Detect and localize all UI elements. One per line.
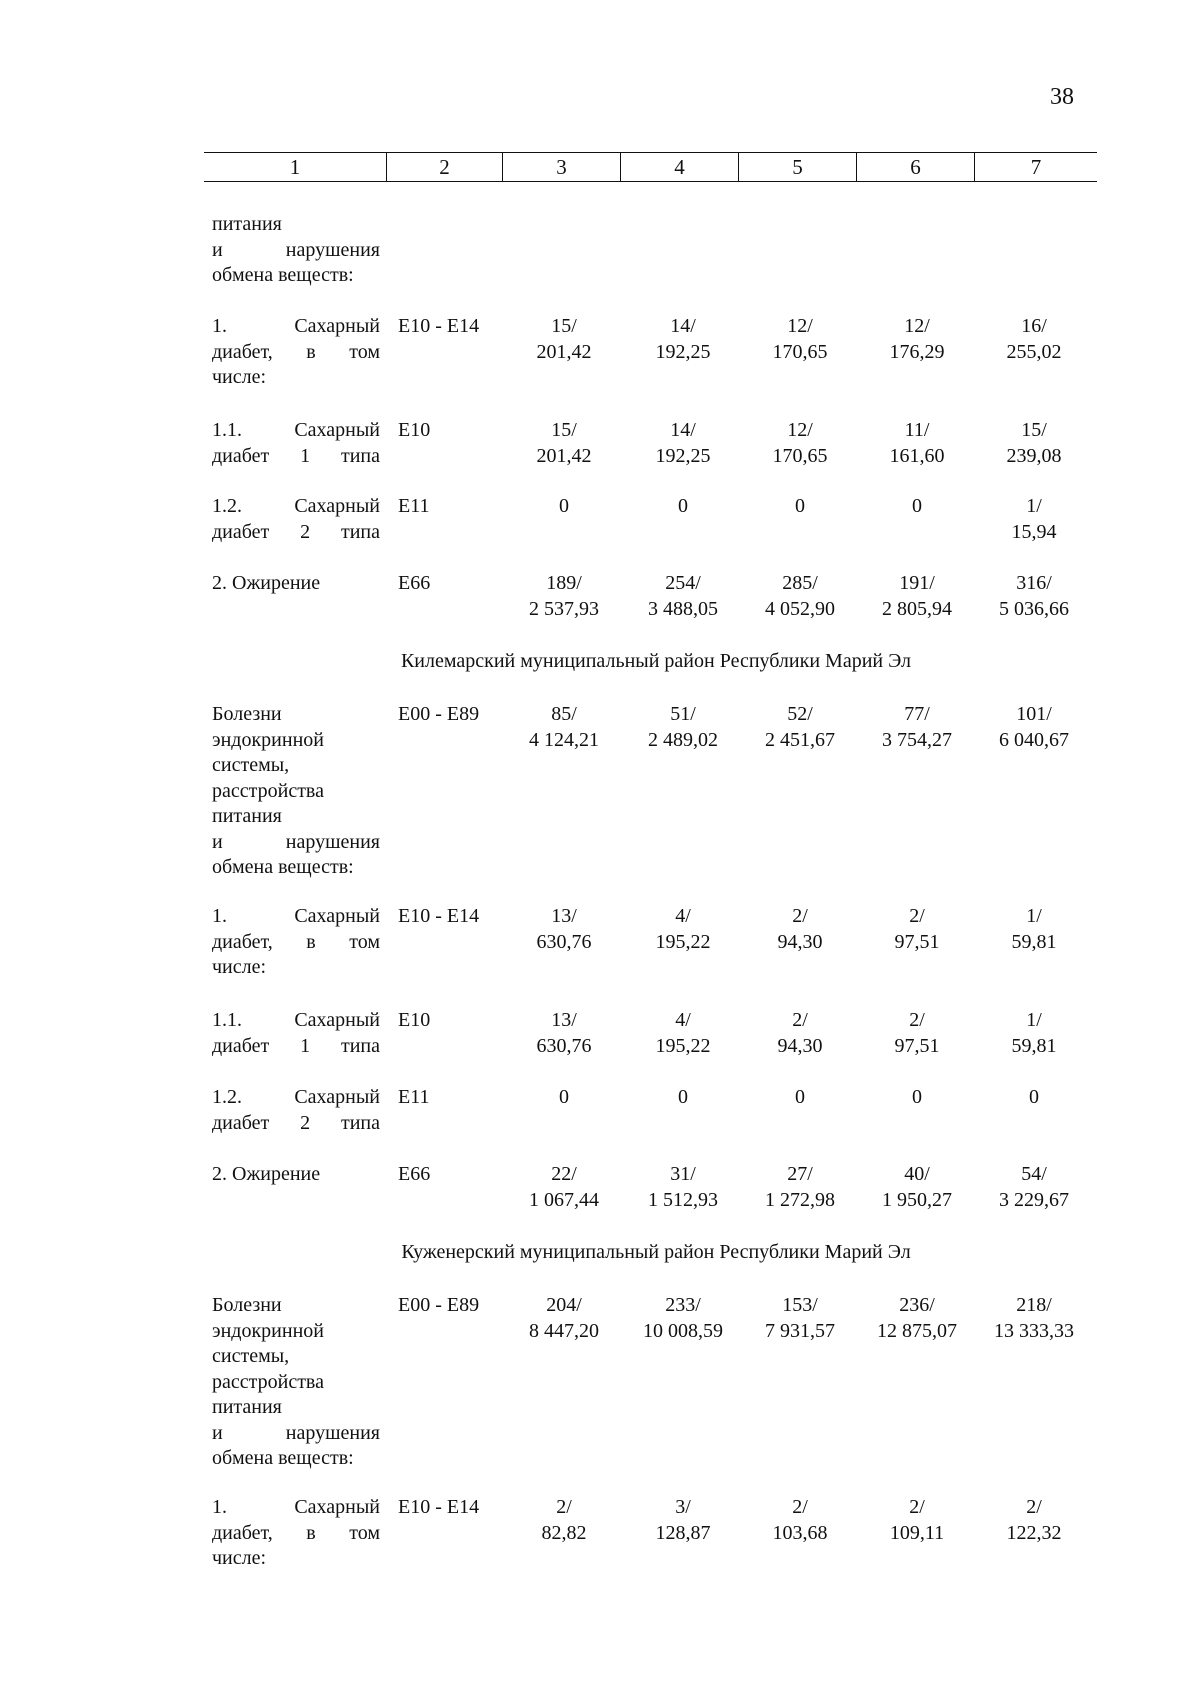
row-label (212, 571, 380, 597)
value-cell (975, 1008, 1093, 1059)
label-line: питания (212, 213, 282, 235)
icd-code: E11 (398, 1086, 430, 1108)
label-line: 1.2. Сахарный (212, 1086, 380, 1108)
label-line: числе: (212, 956, 267, 978)
row-label (212, 1085, 380, 1136)
value-line: 316/ (1016, 572, 1052, 594)
value-line: 189/ (546, 572, 582, 594)
icd-code: E10 (398, 1009, 431, 1031)
value-line: 13/ (551, 905, 577, 927)
value-line: 0 (559, 495, 569, 517)
value-line: 2 805,94 (882, 597, 952, 620)
value-line: 31/ (670, 1163, 696, 1185)
label-line: и нарушения (212, 1421, 380, 1444)
value-line: 4/ (675, 905, 691, 927)
column-header-row (204, 152, 1097, 182)
value-cell (505, 1495, 623, 1546)
value-line: 2 451,67 (765, 728, 835, 751)
value-cell (858, 1008, 976, 1059)
value-line: 2/ (909, 905, 925, 927)
icd-code: E00 - E89 (398, 1294, 480, 1316)
value-line: 15/ (551, 315, 577, 337)
label-line: 1.2. Сахарный (212, 495, 380, 517)
value-cell (741, 1085, 859, 1111)
value-line: 12/ (904, 315, 930, 337)
value-cell (975, 418, 1093, 469)
value-cell (505, 494, 623, 520)
value-cell (741, 571, 859, 622)
value-line: 1 067,44 (529, 1188, 599, 1211)
value-line: 12/ (787, 315, 813, 337)
value-line: 0 (912, 1086, 922, 1108)
value-cell (624, 1293, 742, 1344)
value-line: 16/ (1021, 315, 1047, 337)
row-label (212, 418, 380, 469)
label-line: 1. Сахарный (212, 905, 380, 927)
value-cell (741, 418, 859, 469)
label-line: диабет, в том (212, 340, 380, 363)
icd-code: E66 (398, 1163, 431, 1185)
label-line: расстройства (212, 1370, 324, 1393)
value-line: 1 512,93 (648, 1188, 718, 1211)
value-cell (858, 494, 976, 520)
value-line: 13/ (551, 1009, 577, 1031)
value-line: 192,25 (655, 444, 711, 467)
value-line: 1 272,98 (765, 1188, 835, 1211)
value-cell (624, 904, 742, 955)
value-line: 97,51 (894, 930, 940, 953)
value-line: 12 875,07 (877, 1319, 957, 1342)
value-line: 239,08 (1006, 444, 1062, 467)
label-line: диабет, в том (212, 930, 380, 953)
value-cell (858, 1085, 976, 1111)
label-line: обмена веществ: (212, 1447, 354, 1469)
value-cell (858, 1162, 976, 1213)
icd-code: E10 - E14 (398, 905, 480, 927)
value-line: 27/ (787, 1163, 813, 1185)
value-cell (975, 571, 1093, 622)
value-line: 15/ (551, 419, 577, 441)
label-line: питания (212, 805, 282, 827)
value-line: 128,87 (655, 1521, 711, 1544)
value-cell (624, 1495, 742, 1546)
value-cell (505, 904, 623, 955)
column-header-3: 3 (502, 153, 620, 181)
value-cell (741, 494, 859, 520)
value-line: 0 (678, 495, 688, 517)
row-label (212, 1293, 380, 1472)
value-line: 14/ (670, 419, 696, 441)
label-line: 1.1. Сахарный (212, 1009, 380, 1031)
value-line: 15/ (1021, 419, 1047, 441)
value-cell (858, 571, 976, 622)
value-line: 10 008,59 (643, 1319, 723, 1342)
label-line: диабет 2 типа (212, 1111, 380, 1134)
value-line: 22/ (551, 1163, 577, 1185)
value-cell (975, 1293, 1093, 1344)
value-cell (624, 418, 742, 469)
value-cell (505, 702, 623, 753)
row-label (212, 1162, 380, 1188)
row-label (212, 494, 380, 545)
value-cell (741, 702, 859, 753)
column-header-1: 1 (289, 155, 301, 179)
value-line: 8 447,20 (529, 1319, 599, 1342)
value-line: 191/ (899, 572, 935, 594)
value-cell (624, 1085, 742, 1111)
value-line: 630,76 (536, 930, 592, 953)
value-cell (624, 314, 742, 365)
value-line: 94,30 (777, 930, 823, 953)
value-line: 94,30 (777, 1034, 823, 1057)
value-cell (741, 1162, 859, 1213)
value-line: 218/ (1016, 1294, 1052, 1316)
value-cell (741, 1293, 859, 1344)
value-line: 3/ (675, 1496, 691, 1518)
value-line: 0 (1029, 1086, 1039, 1108)
value-line: 59,81 (1011, 930, 1057, 953)
value-line: 0 (678, 1086, 688, 1108)
value-cell (624, 571, 742, 622)
value-line: 201,42 (536, 340, 592, 363)
value-line: 11/ (904, 419, 930, 441)
row-label (212, 212, 380, 289)
page-number: 38 (1050, 84, 1074, 110)
value-cell (858, 1495, 976, 1546)
column-header-2: 2 (386, 153, 502, 181)
value-line: 15,94 (1011, 520, 1057, 543)
icd-code: E10 (398, 419, 431, 441)
label-line: 1. Сахарный (212, 315, 380, 337)
value-line: 2/ (556, 1496, 572, 1518)
icd-code: E11 (398, 495, 430, 517)
value-line: 2 537,93 (529, 597, 599, 620)
value-line: 85/ (551, 703, 577, 725)
value-line: 1/ (1026, 495, 1042, 517)
district-heading (0, 648, 1200, 674)
value-line: 630,76 (536, 1034, 592, 1057)
value-line: 3 229,67 (999, 1188, 1069, 1211)
value-cell (975, 702, 1093, 753)
label-line: числе: (212, 366, 267, 388)
value-line: 1/ (1026, 1009, 1042, 1031)
value-line: 97,51 (894, 1034, 940, 1057)
label-line: Болезни (212, 703, 282, 725)
label-line: питания (212, 1396, 282, 1418)
value-line: 195,22 (655, 1034, 711, 1057)
icd-code: E10 - E14 (398, 315, 480, 337)
row-label (212, 1495, 380, 1572)
label-line: обмена веществ: (212, 856, 354, 878)
value-line: 3 488,05 (648, 597, 718, 620)
value-line: 0 (559, 1086, 569, 1108)
value-line: 233/ (665, 1294, 701, 1316)
label-line: системы, (212, 754, 290, 776)
value-cell (505, 1008, 623, 1059)
value-line: 254/ (665, 572, 701, 594)
value-cell (975, 1162, 1093, 1213)
value-cell (858, 314, 976, 365)
value-cell (975, 1085, 1093, 1111)
icd-code: E10 - E14 (398, 1496, 480, 1518)
label-line: Болезни (212, 1294, 282, 1316)
label-line: диабет 1 типа (212, 444, 380, 467)
value-line: 2/ (792, 1009, 808, 1031)
value-line: 2/ (792, 1496, 808, 1518)
row-label (212, 314, 380, 391)
value-line: 153/ (782, 1294, 818, 1316)
district-title: Куженерский муниципальный район Республики Марий Эл (401, 1241, 911, 1263)
value-line: 109,11 (889, 1521, 945, 1544)
label-line: 1. Сахарный (212, 1496, 380, 1518)
icd-code: E66 (398, 572, 431, 594)
label-line: диабет, в том (212, 1521, 380, 1544)
value-line: 0 (795, 1086, 805, 1108)
value-cell (975, 494, 1093, 545)
value-cell (858, 702, 976, 753)
column-header-7: 7 (974, 153, 1097, 181)
value-line: 5 036,66 (999, 597, 1069, 620)
value-cell (624, 1008, 742, 1059)
value-cell (858, 1293, 976, 1344)
value-line: 4/ (675, 1009, 691, 1031)
value-line: 0 (795, 495, 805, 517)
value-line: 6 040,67 (999, 728, 1069, 751)
label-line: диабет 1 типа (212, 1034, 380, 1057)
column-header-4: 4 (620, 153, 738, 181)
value-line: 4 124,21 (529, 728, 599, 751)
label-line: эндокринной (212, 728, 324, 751)
value-line: 2/ (909, 1496, 925, 1518)
value-cell (975, 904, 1093, 955)
value-line: 54/ (1021, 1163, 1047, 1185)
value-line: 122,32 (1006, 1521, 1062, 1544)
label-line: числе: (212, 1547, 267, 1569)
value-cell (505, 571, 623, 622)
value-line: 2 489,02 (648, 728, 718, 751)
column-header-5: 5 (738, 153, 856, 181)
value-cell (741, 1495, 859, 1546)
value-cell (505, 1162, 623, 1213)
value-cell (624, 1162, 742, 1213)
district-heading (0, 1239, 1200, 1265)
value-cell (975, 1495, 1093, 1546)
value-line: 3 754,27 (882, 728, 952, 751)
value-line: 4 052,90 (765, 597, 835, 620)
value-line: 82,82 (541, 1521, 587, 1544)
value-line: 40/ (904, 1163, 930, 1185)
icd-code: E00 - E89 (398, 703, 480, 725)
value-line: 2/ (1026, 1496, 1042, 1518)
value-line: 255,02 (1006, 340, 1062, 363)
value-line: 195,22 (655, 930, 711, 953)
value-line: 14/ (670, 315, 696, 337)
value-line: 0 (912, 495, 922, 517)
label-line: расстройства (212, 779, 324, 802)
value-cell (858, 418, 976, 469)
label-line: 2. Ожирение (212, 572, 321, 594)
value-line: 1/ (1026, 905, 1042, 927)
value-cell (741, 904, 859, 955)
value-line: 176,29 (889, 340, 945, 363)
value-cell (858, 904, 976, 955)
value-line: 170,65 (772, 340, 828, 363)
value-line: 1 950,27 (882, 1188, 952, 1211)
row-label (212, 1008, 380, 1059)
column-header-6: 6 (856, 153, 974, 181)
value-line: 77/ (904, 703, 930, 725)
value-cell (505, 314, 623, 365)
value-line: 2/ (909, 1009, 925, 1031)
label-line: и нарушения (212, 238, 380, 261)
value-line: 204/ (546, 1294, 582, 1316)
label-line: диабет 2 типа (212, 520, 380, 543)
value-cell (505, 1293, 623, 1344)
label-line: эндокринной (212, 1319, 324, 1342)
value-line: 7 931,57 (765, 1319, 835, 1342)
row-label (212, 904, 380, 981)
value-cell (505, 1085, 623, 1111)
value-line: 2/ (792, 905, 808, 927)
value-cell (975, 314, 1093, 365)
value-cell (741, 314, 859, 365)
district-title: Килемарский муниципальный район Республики Марий Эл (400, 650, 912, 672)
value-cell (624, 494, 742, 520)
label-line: 1.1. Сахарный (212, 419, 380, 441)
value-line: 236/ (899, 1294, 935, 1316)
value-line: 201,42 (536, 444, 592, 467)
value-cell (741, 1008, 859, 1059)
value-line: 192,25 (655, 340, 711, 363)
row-label (212, 702, 380, 881)
value-line: 170,65 (772, 444, 828, 467)
value-line: 59,81 (1011, 1034, 1057, 1057)
value-line: 12/ (787, 419, 813, 441)
label-line: обмена веществ: (212, 264, 354, 286)
value-line: 13 333,33 (994, 1319, 1074, 1342)
value-line: 52/ (787, 703, 813, 725)
value-cell (624, 702, 742, 753)
label-line: системы, (212, 1345, 290, 1367)
value-line: 285/ (782, 572, 818, 594)
value-line: 51/ (670, 703, 696, 725)
value-line: 103,68 (772, 1521, 828, 1544)
value-line: 101/ (1016, 703, 1052, 725)
value-cell (505, 418, 623, 469)
label-line: 2. Ожирение (212, 1163, 321, 1185)
label-line: и нарушения (212, 830, 380, 853)
value-line: 161,60 (889, 444, 945, 467)
